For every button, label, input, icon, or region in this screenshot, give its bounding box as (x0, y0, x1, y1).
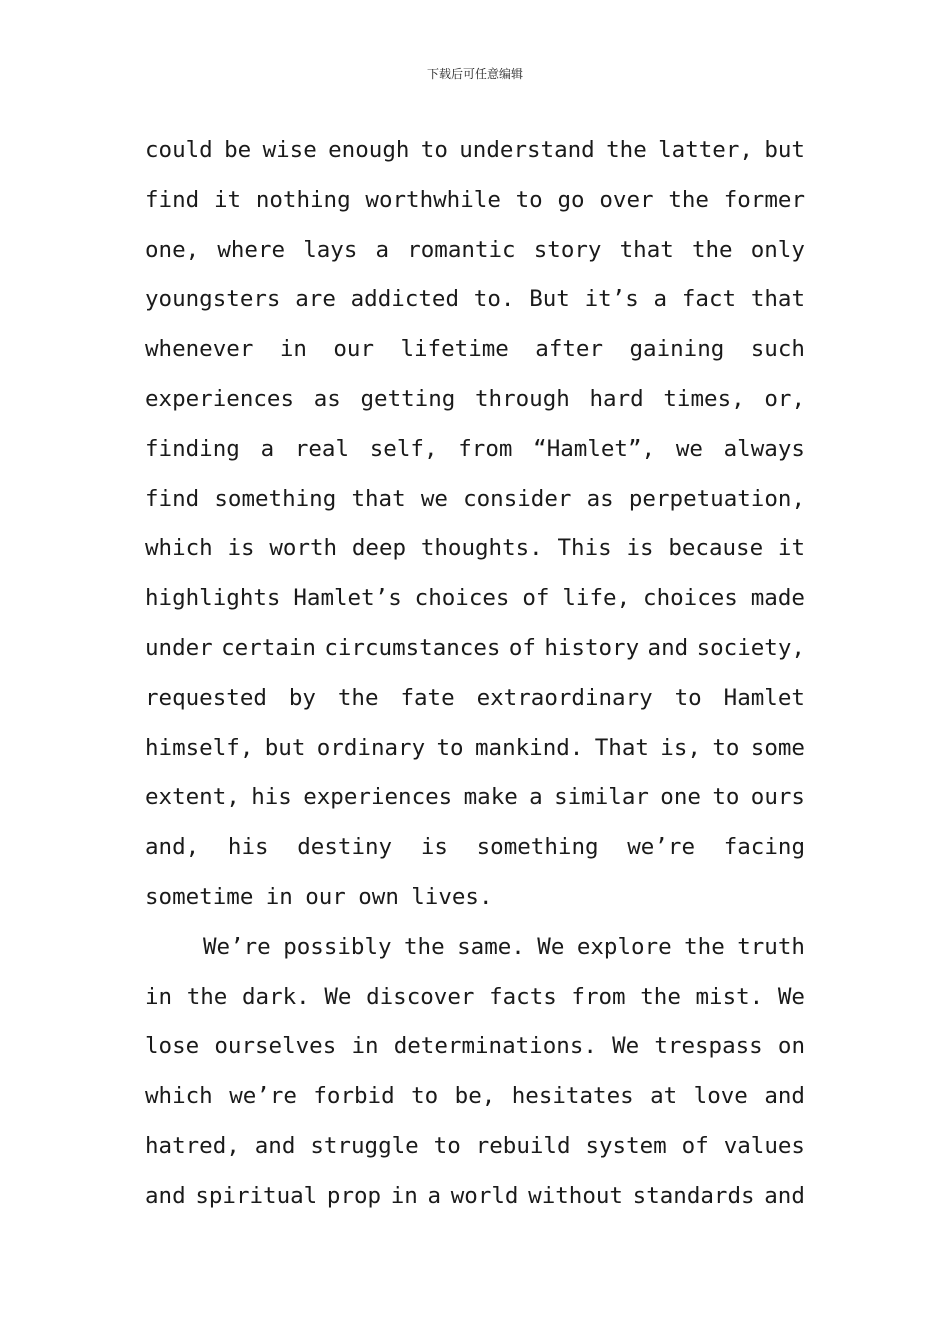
word: is (227, 535, 255, 562)
word: hesitates (511, 1083, 634, 1110)
word: and (764, 1182, 805, 1209)
text-line (145, 425, 805, 475)
word: story (533, 236, 602, 263)
word: is, (660, 734, 701, 761)
word: on (777, 1033, 805, 1060)
word: as (313, 385, 341, 412)
word: a (653, 286, 668, 313)
word: lives. (411, 883, 493, 910)
word: own (358, 883, 399, 910)
word: the (684, 933, 725, 960)
word: that (750, 286, 805, 313)
word: of (508, 634, 536, 661)
word: and (764, 1083, 805, 1110)
word: highlights (145, 585, 281, 612)
word: spiritual (195, 1182, 318, 1209)
word: gaining (629, 336, 725, 363)
word: “Hamlet”, (533, 435, 656, 462)
text-line (145, 1022, 805, 1072)
word: find (145, 485, 200, 512)
text-line (145, 724, 805, 774)
word: and (647, 634, 689, 661)
word: it (213, 186, 242, 213)
text-line (145, 923, 805, 973)
word: fact (681, 286, 737, 313)
word: is (626, 535, 654, 562)
word: love (693, 1083, 748, 1110)
word: we (420, 485, 448, 512)
word: the (337, 684, 379, 711)
text-line (145, 1072, 805, 1122)
text-line (145, 574, 805, 624)
word: times, (663, 385, 745, 412)
word: hard (589, 385, 644, 412)
word: to (515, 186, 543, 213)
word: and (254, 1132, 296, 1159)
word: is (420, 834, 448, 861)
word: history (544, 634, 640, 661)
word: ordinary (316, 734, 426, 761)
word: dark. (241, 983, 310, 1010)
word: We’re (203, 933, 271, 960)
word: are (295, 286, 336, 313)
word: system (585, 1132, 667, 1159)
word: consider (463, 485, 572, 512)
word: we (675, 435, 703, 462)
word: the (640, 983, 681, 1010)
word: through (475, 385, 570, 412)
word: that (351, 485, 406, 512)
page-header: 下载后可任意编辑 (426, 67, 523, 81)
word: and, (145, 834, 200, 861)
word: in (265, 883, 293, 910)
word: facts (489, 983, 557, 1010)
word: requested (145, 684, 267, 711)
word: and (145, 1182, 186, 1209)
word: addicted (350, 286, 460, 313)
word: lays (303, 236, 358, 263)
word: without (528, 1182, 623, 1209)
word: himself, (145, 734, 254, 761)
word: lose (145, 1033, 200, 1060)
word: in (390, 1182, 418, 1209)
word: determinations. (393, 1033, 597, 1060)
word: Hamlet (723, 684, 805, 711)
word: values (723, 1132, 805, 1159)
word: ours (750, 784, 805, 811)
word: to (436, 734, 464, 761)
word: prop (326, 1182, 382, 1209)
word: sometime (145, 883, 254, 910)
text-line (145, 1122, 805, 1172)
word: deep (351, 535, 407, 562)
text-line (145, 624, 805, 674)
word: lifetime (400, 336, 509, 363)
word: whenever (145, 336, 254, 363)
word: hatred, (145, 1132, 240, 1159)
word: something (476, 834, 599, 861)
word: forbid (313, 1083, 395, 1110)
text-line (145, 773, 805, 823)
text-line (145, 375, 805, 425)
word: make (463, 784, 518, 811)
word: circumstances (324, 634, 501, 661)
word: getting (360, 385, 456, 412)
word: could (145, 137, 213, 163)
word: same. (457, 933, 525, 960)
word: of (681, 1132, 709, 1159)
word: a (260, 435, 275, 462)
word: former (723, 186, 805, 213)
word: the (668, 186, 709, 213)
word: his (227, 834, 269, 861)
word: to (420, 137, 448, 163)
word: truth (737, 933, 805, 960)
word: We (777, 983, 805, 1010)
word: society, (696, 634, 805, 661)
word: such (750, 336, 805, 363)
word: explore (576, 933, 672, 960)
word: the (606, 137, 647, 163)
word: at (650, 1083, 678, 1110)
word: that (619, 236, 674, 263)
word: wise (262, 137, 317, 163)
word: always (723, 435, 805, 462)
word: rebuild (475, 1132, 571, 1159)
word: real (294, 435, 350, 462)
word: be (224, 137, 252, 163)
text-line (145, 1172, 805, 1222)
text-line (145, 275, 805, 325)
word: struggle (310, 1132, 419, 1159)
text-line (145, 325, 805, 375)
text-line (145, 823, 805, 873)
word: which (145, 1083, 213, 1110)
word: latter, (658, 137, 753, 163)
word: romantic (407, 236, 516, 263)
word: or, (764, 385, 805, 412)
word: ourselves (214, 1033, 337, 1060)
word: under (145, 634, 213, 661)
word: enough (328, 137, 410, 163)
word: nothing (255, 186, 351, 213)
word: youngsters (145, 286, 281, 313)
word: discover (366, 983, 475, 1010)
word: similar (554, 784, 649, 811)
word: to (674, 684, 702, 711)
word: finding (145, 435, 240, 462)
word: a (427, 1182, 442, 1209)
word: self, (369, 435, 438, 462)
word: in (145, 983, 173, 1010)
word: in (279, 336, 307, 363)
word: a (375, 236, 390, 263)
word: We (612, 1033, 640, 1060)
word: the (691, 236, 733, 263)
word: choices (414, 585, 510, 612)
word: but (264, 734, 306, 761)
word: experiences (303, 784, 453, 811)
word: extraordinary (476, 684, 653, 711)
word: life, (562, 585, 631, 612)
word: worth (269, 535, 338, 562)
word: because (668, 535, 764, 562)
word: our (333, 336, 375, 363)
word: certain (221, 634, 316, 661)
word: we’re (229, 1083, 297, 1110)
word: find (145, 186, 200, 213)
word: but (764, 137, 805, 163)
word: of (522, 585, 550, 612)
word: We (537, 933, 565, 960)
word: destiny (297, 834, 393, 861)
word: the (186, 983, 228, 1010)
word: something (214, 485, 337, 512)
word: mist. (695, 983, 764, 1010)
word: be, (454, 1083, 496, 1110)
word: thoughts. (420, 535, 543, 562)
word: world (450, 1182, 519, 1209)
word: which (145, 535, 213, 562)
word: That (594, 734, 649, 761)
word: extent, (145, 784, 240, 811)
word: in (351, 1033, 379, 1060)
text-line (145, 226, 805, 276)
word: it’s (584, 286, 639, 313)
word: the (404, 933, 445, 960)
text-line (145, 475, 805, 525)
word: a (529, 784, 543, 811)
text-line (145, 973, 805, 1023)
text-line (145, 674, 805, 724)
word: go (557, 186, 585, 213)
word: possibly (283, 933, 392, 960)
word: worthwhile (365, 186, 501, 213)
word: trespass (654, 1033, 763, 1060)
text-line (145, 126, 805, 176)
word: after (535, 336, 604, 363)
word: to (712, 784, 740, 811)
word: mankind. (474, 734, 584, 761)
word: some (750, 734, 805, 761)
word: This (557, 535, 612, 562)
word: standards (632, 1182, 755, 1209)
word: fate (400, 684, 455, 711)
word: understand (459, 137, 595, 163)
word: we’re (627, 834, 695, 861)
word: over (599, 186, 654, 213)
word: perpetuation, (628, 485, 805, 512)
word: one, (145, 236, 200, 263)
word: to (433, 1132, 461, 1159)
word: only (750, 236, 805, 263)
word: to (712, 734, 740, 761)
word: facing (723, 834, 805, 861)
text-line (145, 176, 805, 226)
word: where (217, 236, 286, 263)
word: it (777, 535, 805, 562)
word: by (288, 684, 316, 711)
word: choices (643, 585, 738, 612)
word: made (750, 585, 805, 612)
word: to. (473, 286, 515, 313)
text-line (145, 524, 805, 574)
text-line (145, 873, 805, 923)
word: to (411, 1083, 439, 1110)
word: from (458, 435, 513, 462)
word: our (305, 883, 346, 910)
word: his (251, 784, 292, 811)
word: one (660, 784, 701, 811)
word: We (324, 983, 352, 1010)
word: Hamlet’s (293, 585, 402, 612)
word: experiences (145, 385, 295, 412)
document-body (145, 126, 805, 1222)
word: from (571, 983, 626, 1010)
word: But (529, 286, 570, 313)
word: as (586, 485, 614, 512)
